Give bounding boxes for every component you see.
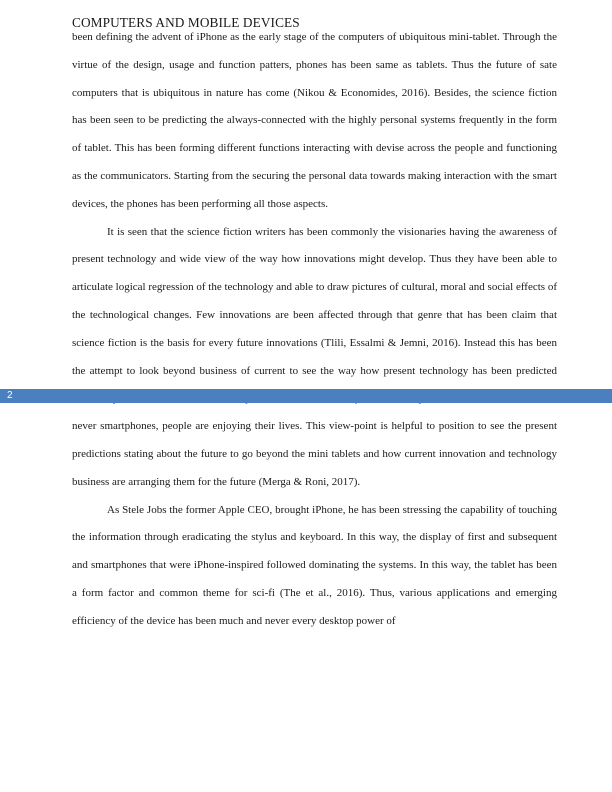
paragraph-3: As Stele Jobs the former Apple CEO, brought iPhone, he has been stressing the capability of touching the information through eradicating the stylus and keyboard. In this way, the display of first and subsequent and smartphones that were iPhone-inspired followed dominating the systems. In this way, the tablet has been a form factor and common theme for sci-fi (The et al., 2016). Thus, various applications and emerging efficiency of the device has been much and never every desktop power of bbox=[72, 503, 557, 627]
page-number: 2 bbox=[7, 390, 13, 401]
running-head: COMPUTERS AND MOBILE DEVICES bbox=[72, 15, 300, 30]
paragraph-2: It is seen that the science fiction writers has been commonly the visionaries having the awareness of present technology and wide view of the way how innovations might develop. Thus they have been able to articulate logical regression of the technology and able to draw pictures of cultural, moral and social effects of the technological changes. Few innovations are been affected through that genre that has been claim that science fiction is the basis for every future innovations (Tlili, Essalmi & Jemni, 2016). Instead this has been the attempt to look beyond business of current to see the way how present technology has been predicted never smartphones, people are enjoying their lives. This view-point is helpful to position to see the present predictions stating about the future to go beyond the mini tablets and how current innovation and technology business are arranging them for the future (Merga & Roni, 2017). bbox=[72, 225, 557, 488]
document-body bbox=[72, 24, 557, 636]
page-number-band bbox=[0, 389, 612, 403]
paragraph-1: been defining the advent of iPhone as the early stage of the computers of ubiquitous mini-tablet. Through the virtue of the design, usage and function patters, phones has been same as tablets. Thus the future of sate computers that is ubiquitous in nature has come (Nikou & Economides, 2016). Besides, the science fiction has been seen to be predicting the always-connected with the highly personal systems frequently in the form of tablet. This has been forming different functions interacting with devise across the people and functioning as the communicators. Starting from the securing the personal data towards making interaction with the smart devices, the phones has been performing all those aspects. bbox=[72, 31, 557, 210]
